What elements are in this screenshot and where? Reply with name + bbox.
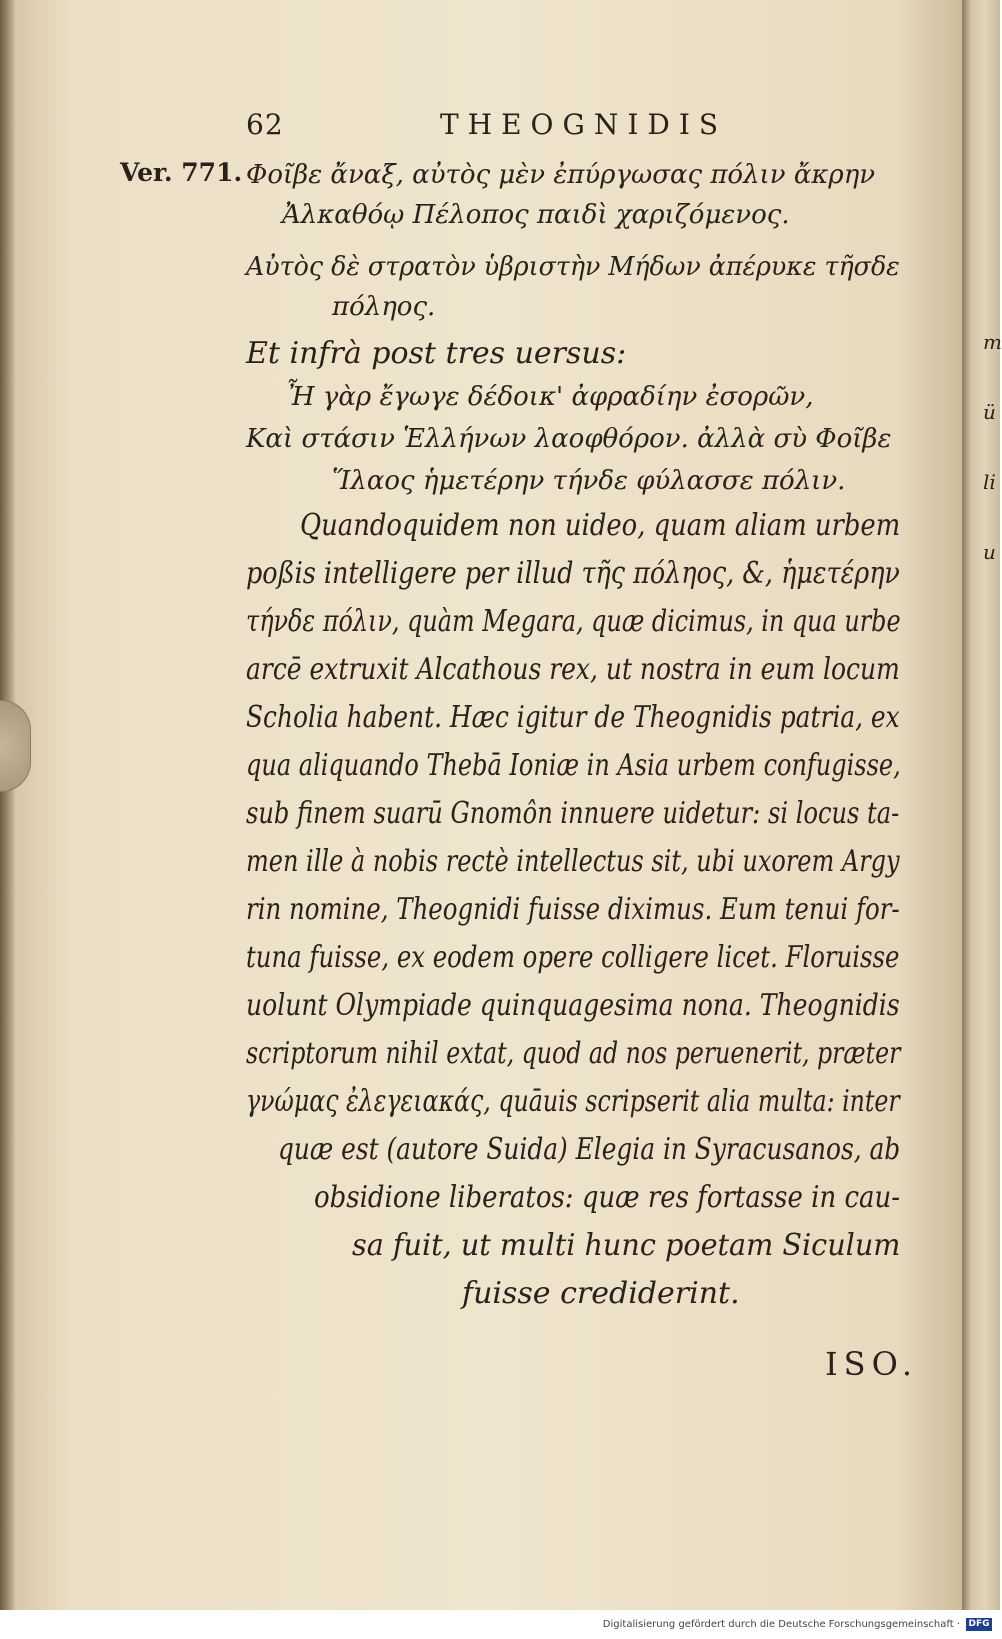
text-line: scriptorum nihil extat, quod ad nos peruenerit, præter — [246, 1036, 901, 1071]
text-line: τήνδε πόλιν, quàm Megara, quæ dicimus, in qua urbe — [246, 604, 901, 639]
text-line: quæ est (autore Suida) Elegia in Syracusanos, ab — [278, 1132, 901, 1167]
text-line: Καὶ στάσιν Ἑλλήνων λαοφθόρον. ἀλλὰ σὺ Φοῖβε — [246, 424, 892, 454]
text-line: Quandoquidem non uideo, quam aliam urbem — [300, 508, 901, 543]
text-line: tuna fuisse, ex eodem opere colligere licet. Floruisse — [246, 940, 900, 975]
text-line: qua aliquando Thebā Ioniæ in Asia urbem confugisse, — [246, 748, 901, 783]
text-line: Scholia habent. Hæc igitur de Theognidis patria, ex — [246, 700, 900, 735]
text-line: arcē extruxit Alcathous rex, ut nostra in eum locum — [246, 652, 900, 687]
facing-page-fragment: m — [983, 330, 1002, 354]
text-line: men ille à nobis rectè intellectus sit, ubi uxorem Argy — [246, 844, 900, 879]
facing-page-fragment: li — [983, 470, 996, 494]
catchword: ISO. — [825, 1345, 919, 1383]
text-line: Αὐτὸς δὲ στρατὸν ὑβριστὴν Μήδων ἀπέρυκε τῆσδε — [246, 252, 900, 282]
facing-page-gutter — [962, 0, 1000, 1610]
text-line: poßis intelligere per illud τῆς πόληος, &, ἡμετέρην — [246, 556, 900, 591]
page-number: 62 — [246, 108, 284, 141]
text-line: Φοῖβε ἄναξ, αὐτὸς μὲν ἐπύργωσας πόλιν ἄκρην — [246, 160, 876, 190]
footer-credit: Digitalisierung gefördert durch die Deutsche Forschungsgemeinschaft · — [602, 1619, 960, 1630]
running-title: THEOGNIDIS — [440, 108, 728, 141]
text-line: rin nomine, Theognidi fuisse diximus. Eum tenui for- — [246, 892, 900, 927]
text-line: γνώμας ἐλεγειακάς, quāuis scripserit alia multa: inter — [246, 1084, 900, 1119]
footer-bar — [0, 1610, 1000, 1639]
margin-note: Ver. 771. — [120, 158, 243, 187]
text-line: sa fuit, ut multi hunc poetam Siculum — [352, 1228, 901, 1263]
text-line: πόληος. — [332, 292, 436, 322]
book-left-edge — [0, 0, 16, 1610]
dfg-logo: DFG — [966, 1618, 992, 1631]
text-line: obsidione liberatos: quæ res fortasse in cau- — [314, 1180, 900, 1215]
text-line: Ἀλκαθόῳ Πέλοπος παιδὶ χαριζόμενος. — [282, 200, 790, 230]
text-line: fuisse crediderint. — [462, 1276, 740, 1311]
facing-page-fragment: ü — [983, 400, 996, 424]
text-line: Ἵλαος ἡμετέρην τήνδε φύλασσε πόλιν. — [332, 466, 846, 496]
facing-page-fragment: u — [983, 540, 996, 564]
text-line: uolunt Olympiade quinquagesima nona. Theognidis — [246, 988, 900, 1023]
text-line: sub finem suarū Gnomôn innuere uidetur: si locus ta- — [246, 796, 900, 831]
text-line: Et infrà post tres uersus: — [246, 336, 627, 371]
text-line: Ἦ γὰρ ἔγωγε δέδοικ' ἀφραδίην ἐσορῶν, — [286, 382, 814, 412]
